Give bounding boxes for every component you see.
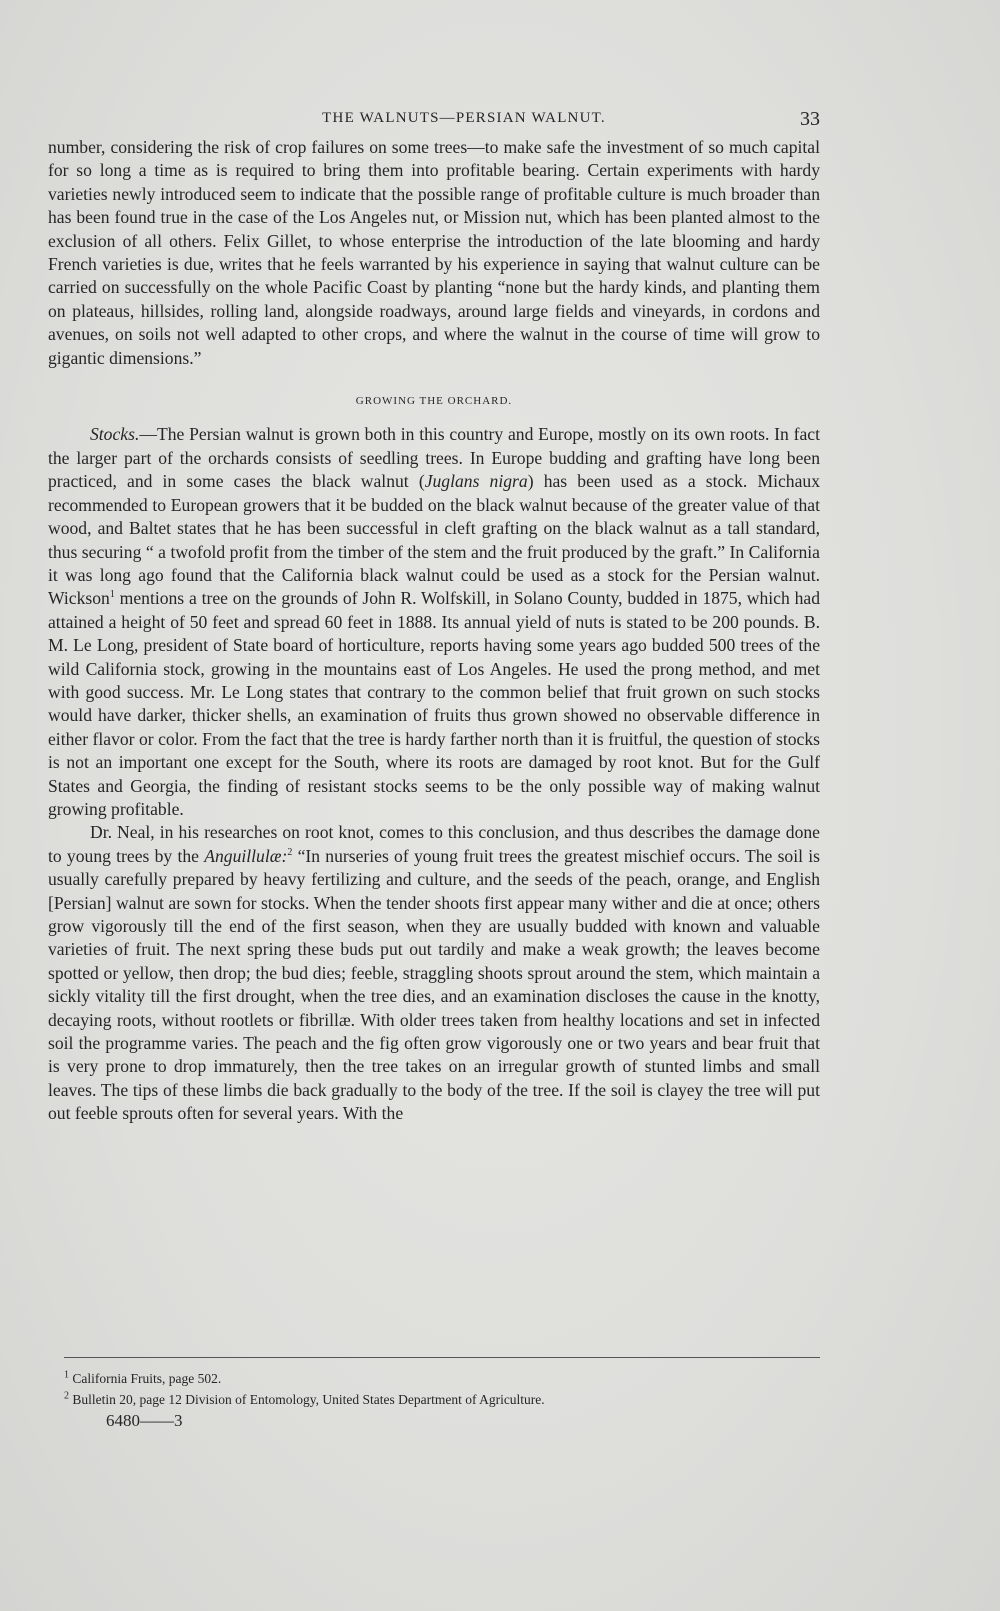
footnote-1-text: California Fruits, page 502. <box>69 1371 222 1386</box>
footnote-1-mark: 1 <box>64 1369 69 1381</box>
paragraph-2-text-a: —The Persian walnut is grown both in this country and Europe, mostly on its own roots. In fact the larger part of the orchards consists of seedling trees. In Europe budding and grafting have long been practiced, and in some cases the black walnut ( <box>48 424 820 492</box>
paragraph-2-text-b: ) has been used as a stock. Michaux recommended to European growers that it be budded on the black walnut because of the greater value of that wood, and Baltet states that he has been successful in cleft grafting on the black walnut as a tall standard, thus securing “ a twofold profit from the timber of the stem and the fruit produced by the graft.” In California it was long ago found that the California black walnut could be used as a stock for the Persian walnut. Wickson <box>48 471 820 609</box>
footnote-2-mark: 2 <box>64 1390 69 1402</box>
footnote-2-text: Bulletin 20, page 12 Division of Entomology, United States Department of Agriculture. <box>69 1392 545 1407</box>
footnote-ref-2: 2 <box>287 846 293 858</box>
footnote-2 <box>64 1389 820 1410</box>
paragraph-3-italic: Anguillulæ: <box>204 845 288 866</box>
paragraph-1: number, considering the risk of crop failures on some trees—to make safe the investment of so much capital for so long a time as is required to bring them into profitable bearing. Certain experiments with hardy varieties newly introduced seem to indicate that the possible range of profitable culture is much broader than has been found true in the case of the Los Angeles nut, or Mission nut, which has been planted almost to the exclusion of all others. Felix Gillet, to whose enterprise the introduction of the late blooming and hardy French varieties is due, writes that he feels warranted by his experience in saying that walnut culture can be carried on successfully on the whole Pacific Coast by planting “none but the hardy kinds, and planting them on plateaus, hillsides, rolling land, alongside roadways, around large fields and vineyards, in cordons and avenues, on soils not well adapted to other crops, and where the walnut in the course of time will grow to gigantic dimensions.” <box>48 137 820 368</box>
paragraph-3 <box>48 821 820 1125</box>
footnote-1 <box>64 1368 820 1389</box>
footnote-ref-1: 1 <box>109 589 115 601</box>
body-text <box>48 136 820 1126</box>
running-head: THE WALNUTS—PERSIAN WALNUT. <box>322 110 606 126</box>
paragraph-3-text-a: Dr. Neal, in his researches on root knot, comes to this conclusion, and thus describes the damage done to young trees by the <box>48 822 820 866</box>
section-heading: GROWING THE ORCHARD. <box>355 395 513 408</box>
paragraph-2-text-c: mentions a tree on the grounds of John R. Wolfskill, in Solano County, budded in 1875, which had attained a height of 50 feet and spread 60 feet in 1888. Its annual yield of nuts is stated to be 200 pounds. B. M. Le Long, president of State board of horticulture, reports having some years ago budded 500 trees of the wild California stock, growing in the mountains east of Los Angeles. He used the prong method, and met with good success. Mr. Le Long states that contrary to the common belief that fruit grown on such stocks would have darker, thicker shells, an examination of fruits thus grown showed no observable difference in either flavor or color. From the fact that the tree is hardy farther north than it is fruitful, the question of stocks is not an important one except for the South, where its roots are damaged by root knot. But for the Gulf States and Georgia, the finding of resistant stocks seems to be the only possible way of making walnut growing profitable. <box>48 588 820 819</box>
paragraph-2 <box>48 423 820 821</box>
page-header <box>48 108 820 134</box>
footnotes <box>64 1357 820 1431</box>
page-number: 33 <box>800 108 820 130</box>
signature-mark: 6480——3 <box>106 1411 183 1430</box>
paragraph-2-italic: Juglans nigra <box>424 471 528 492</box>
paragraph-2-lead: Stocks. <box>90 424 140 445</box>
paragraph-3-text-b: “In nurseries of young fruit trees the greatest mischief occurs. The soil is usually carefully prepared by heavy fertilizing and culture, and the seeds of the peach, orange, and English [Persian] walnut are sown for stocks. When the tender shoots first appear many wither and die at once; others grow vigorously till the end of the first season, when they are usually budded with known and valuable varieties of fruit. The next spring these buds put out tardily and make a weak growth; the leaves become spotted or yellow, then drop; the bud dies; feeble, straggling shoots sprout around the stem, which maintain a sickly vitality till the first drought, when the tree dies, and an examination discloses the cause in the knotty, decaying roots, without rootlets or fibrillæ. With older trees taken from healthy locations and set in infected soil the programme varies. The peach and the fig often grow vigorously one or two years and bear fruit that is very prone to drop immaturely, then the tree takes on an irregular growth of stunted limbs and small leaves. The tips of these limbs die back gradually to the body of the tree. If the soil is clayey the tree will put out feeble sprouts often for several years. With the <box>48 845 820 1124</box>
